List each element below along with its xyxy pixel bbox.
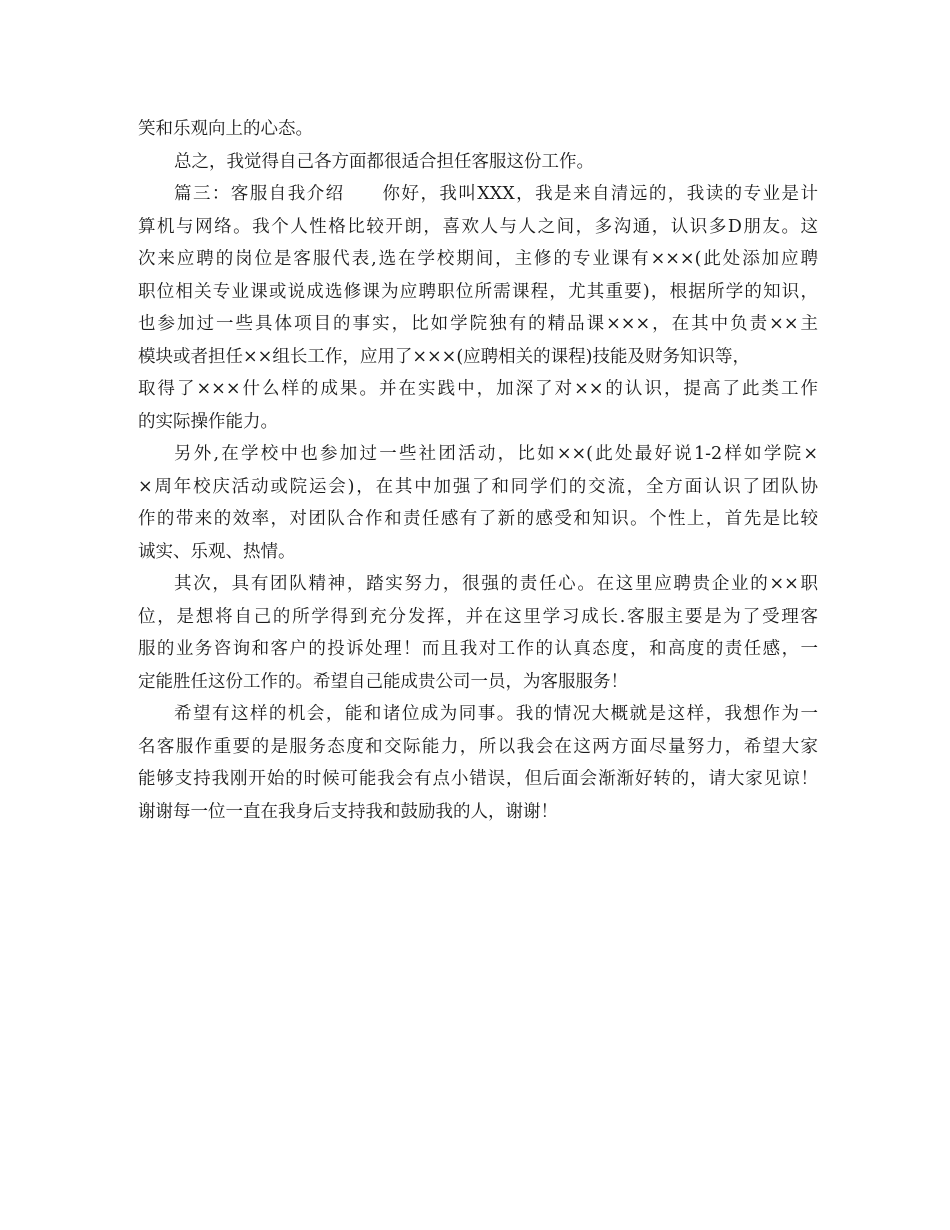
paragraph-5 — [138, 568, 818, 698]
paragraph-1 — [138, 113, 818, 146]
text-line: 篇三：客服自我介绍 你好，我叫XXX，我是来自清远的，我读的专业是计 — [174, 184, 818, 204]
text-line: 另外,在学校中也参加过一些社团活动，比如××(此处最好说1-2样如学院× — [174, 444, 818, 464]
text-line: 服的业务咨询和客户的投诉处理！而且我对工作的认真态度，和高度的责任感，一 — [138, 639, 818, 659]
paragraph-2 — [138, 146, 818, 179]
text-line: 也参加过一些具体项目的事实，比如学院独有的精品课×××，在其中负责××主 — [138, 314, 818, 334]
text-line: 的实际操作能力。 — [138, 411, 278, 432]
text-line: 其次，具有团队精神，踏实努力，很强的责任心。在这里应聘贵企业的××职 — [174, 574, 818, 594]
text-line: 模块或者担任××组长工作，应用了×××(应聘相关的课程)技能及财务知识等， — [138, 346, 750, 367]
text-line: 谢谢每一位一直在我身后支持我和鼓励我的人，谢谢！ — [138, 801, 558, 822]
text-line: 次来应聘的岗位是客服代表,选在学校期间，主修的专业课有×××(此处添加应聘 — [138, 249, 818, 269]
text-line: 总之，我觉得自己各方面都很适合担任客服这份工作。 — [174, 151, 594, 172]
text-line: 位，是想将自己的所学得到充分发挥，并在这里学习成长.客服主要是为了受理客 — [138, 606, 818, 627]
text-line: 希望有这样的机会，能和诸位成为同事。我的情况大概就是这样，我想作为一 — [174, 704, 818, 724]
text-line: 名客服作重要的是服务态度和交际能力，所以我会在这两方面尽量努力，希望大家 — [138, 736, 818, 757]
paragraph-4 — [138, 438, 818, 568]
text-line: 笑和乐观向上的心态。 — [138, 119, 313, 139]
text-line: 算机与网络。我个人性格比较开朗，喜欢人与人之间，多沟通，认识多D朋友。这 — [138, 216, 818, 237]
paragraph-3 — [138, 178, 818, 438]
text-line: 取得了×××什么样的成果。并在实践中，加深了对××的认识，提高了此类工作 — [138, 379, 818, 399]
text-line: 作的带来的效率，对团队合作和责任感有了新的感受和知识。个性上，首先是比较 — [138, 509, 818, 529]
paragraph-6 — [138, 698, 818, 828]
text-line: 能够支持我刚开始的时候可能我会有点小错误，但后面会渐渐好转的，请大家见谅！ — [138, 769, 818, 789]
text-line: 定能胜任这份工作的。希望自己能成贵公司一员，为客服服务！ — [138, 671, 628, 692]
text-line: 职位相关专业课或说成选修课为应聘职位所需课程，尤其重要)，根据所学的知识， — [138, 281, 818, 302]
text-line: 诚实、乐观、热情。 — [138, 541, 296, 562]
document-body — [138, 113, 818, 828]
text-line: ×周年校庆活动或院运会)，在其中加强了和同学们的交流，全方面认识了团队协 — [138, 476, 818, 497]
